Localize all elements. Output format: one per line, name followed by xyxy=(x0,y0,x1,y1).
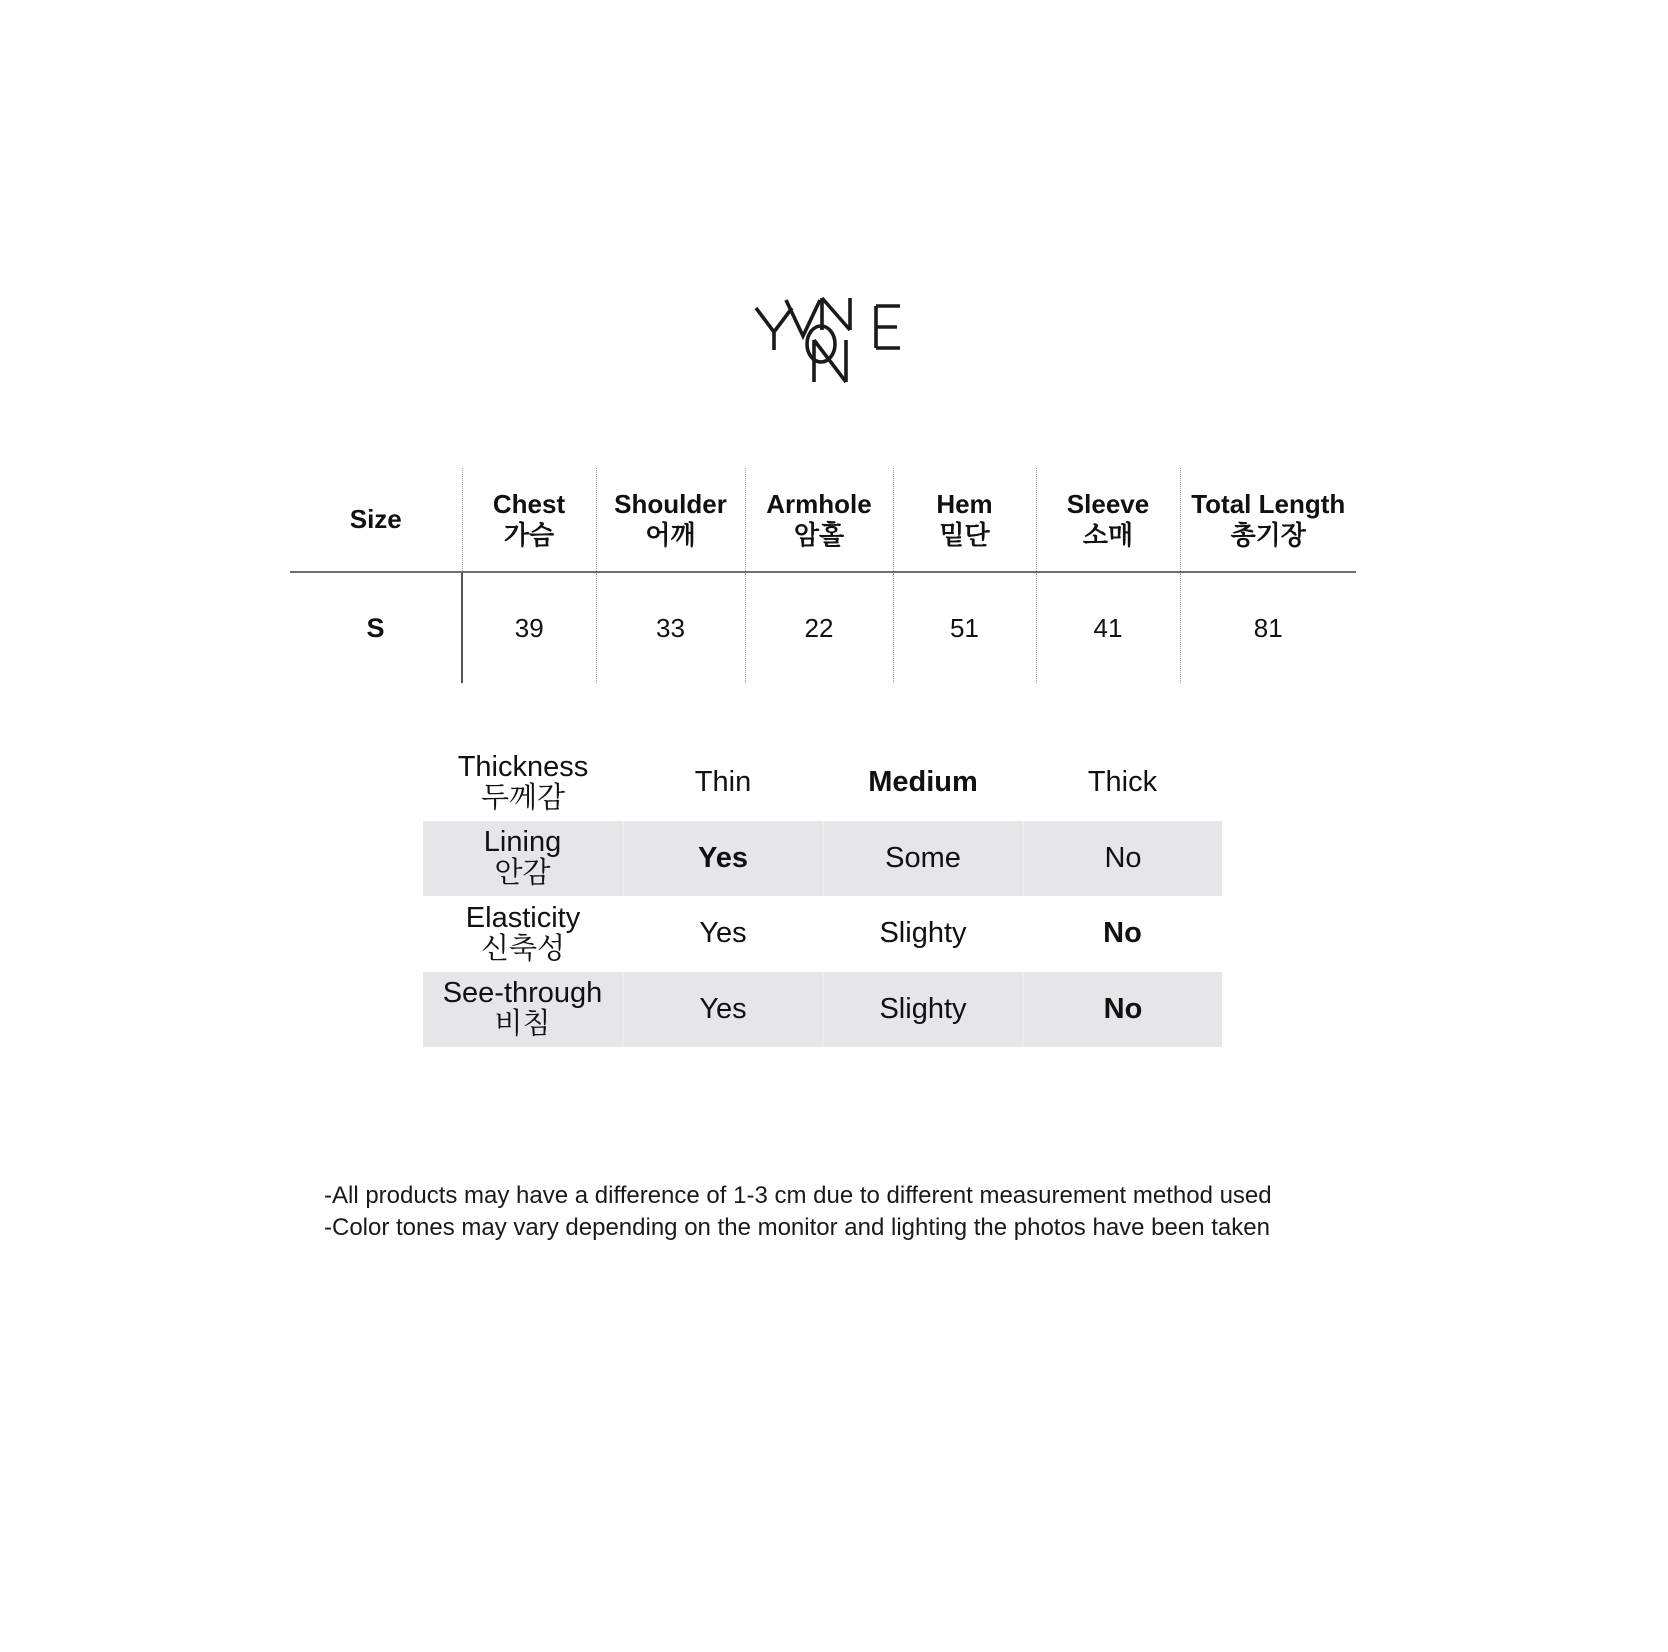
fabric-option: Slighty xyxy=(879,917,967,950)
hem-value: 51 xyxy=(893,572,1036,683)
size-value: S xyxy=(366,612,385,643)
total-length-value: 81 xyxy=(1180,572,1356,683)
sleeve-value: 41 xyxy=(1036,572,1180,683)
header-sleeve xyxy=(1036,468,1180,572)
size-chart-table xyxy=(290,468,1356,683)
header-total-length xyxy=(1180,468,1356,572)
header-armhole-en: Armhole xyxy=(766,488,872,519)
header-armhole xyxy=(745,468,893,572)
fabric-option: Slighty xyxy=(823,972,1023,1048)
fabric-label-ko: 두께감 xyxy=(480,781,566,814)
fabric-option: Some xyxy=(823,821,1023,897)
fabric-label-ko: 신축성 xyxy=(480,932,566,965)
fabric-label xyxy=(423,896,623,972)
fabric-row-thickness xyxy=(423,745,1222,821)
header-total-length-en: Total Length xyxy=(1191,488,1346,519)
header-chest-ko: 가슴 xyxy=(503,519,555,550)
header-hem-en: Hem xyxy=(936,488,993,519)
shoulder-value: 33 xyxy=(596,572,745,683)
fabric-label xyxy=(423,972,623,1048)
armhole-value: 22 xyxy=(745,572,893,683)
fabric-option-selected: Medium xyxy=(868,766,978,799)
header-hem-ko: 밑단 xyxy=(939,519,990,550)
fabric-label-en: Lining xyxy=(483,826,562,859)
note-color: -Color tones may vary depending on the monitor and lighting the photos have been taken xyxy=(324,1214,1270,1241)
fabric-label-ko: 안감 xyxy=(494,857,551,890)
brand-logo xyxy=(750,290,920,400)
fabric-info-table xyxy=(423,745,1222,1047)
fabric-label-en: Thickness xyxy=(457,750,589,783)
size-chart-header-row xyxy=(290,468,1356,572)
fabric-option-selected: No xyxy=(1023,972,1222,1048)
header-size xyxy=(290,468,462,572)
fabric-option: Thick xyxy=(1087,766,1158,799)
fabric-option: Yes xyxy=(623,972,823,1048)
fabric-option: No xyxy=(1023,821,1222,897)
header-total-length-ko: 총기장 xyxy=(1230,519,1306,550)
fabric-label-en: See-through xyxy=(442,977,603,1010)
header-shoulder-en: Shoulder xyxy=(614,488,727,519)
fabric-row-lining xyxy=(423,821,1222,897)
header-chest-en: Chest xyxy=(492,488,566,519)
header-hem xyxy=(893,468,1036,572)
fabric-row-see-through xyxy=(423,972,1222,1048)
fabric-row-elasticity xyxy=(423,896,1222,972)
header-shoulder-ko: 어깨 xyxy=(645,519,696,550)
header-armhole-ko: 암홀 xyxy=(793,519,845,550)
chest-value: 39 xyxy=(462,572,596,683)
note-measurement: -All products may have a difference of 1-3 cm due to different measurement method used xyxy=(324,1182,1272,1209)
disclaimer-notes xyxy=(324,1180,1364,1244)
fabric-label-ko: 비침 xyxy=(494,1008,551,1041)
fabric-option: Thin xyxy=(694,766,752,799)
fabric-label xyxy=(423,745,623,821)
fabric-option-selected: Yes xyxy=(623,821,823,897)
header-size-en: Size xyxy=(349,504,402,534)
fabric-label-en: Elasticity xyxy=(465,901,581,934)
header-sleeve-ko: 소매 xyxy=(1082,519,1134,550)
fabric-option-selected: No xyxy=(1103,917,1142,950)
size-row-s xyxy=(290,572,1356,683)
header-chest xyxy=(462,468,596,572)
fabric-label xyxy=(423,821,623,897)
header-sleeve-en: Sleeve xyxy=(1066,488,1150,519)
fabric-option: Yes xyxy=(699,917,747,950)
header-shoulder xyxy=(596,468,745,572)
